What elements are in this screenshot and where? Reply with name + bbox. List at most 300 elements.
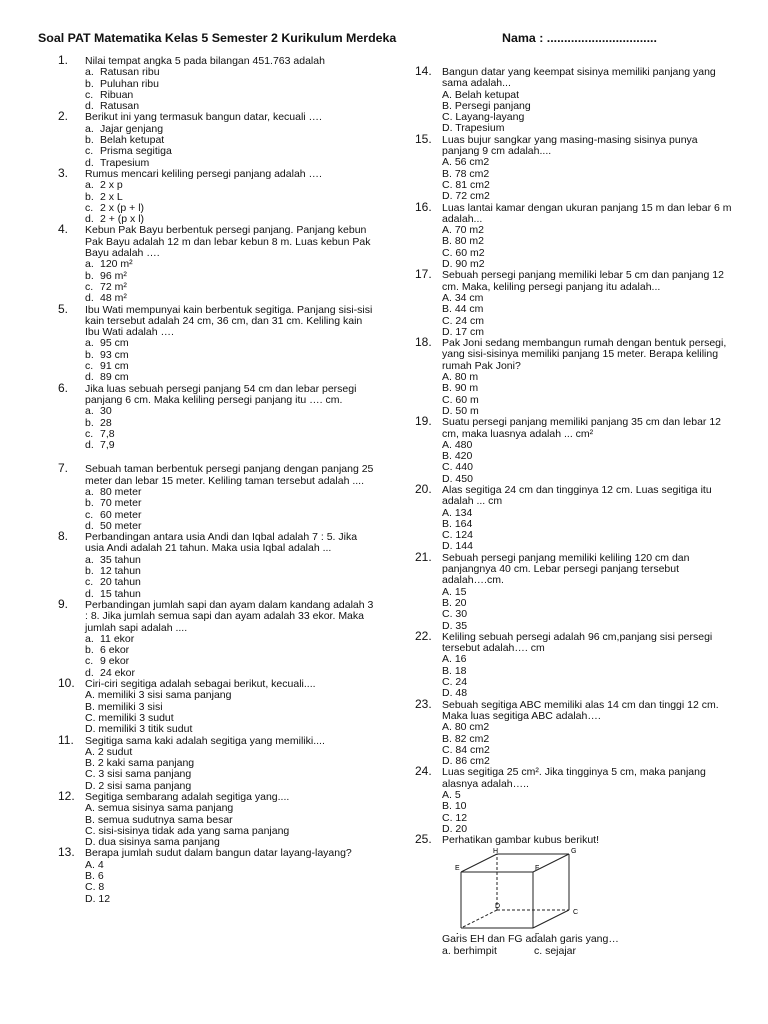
option-letter: a.	[85, 258, 94, 271]
option-text: A. 15	[442, 585, 467, 598]
option-text: A. 70 m2	[442, 224, 485, 237]
question-item	[58, 732, 376, 792]
answer-option	[442, 722, 733, 733]
answer-option	[442, 666, 733, 677]
option-letter: a.	[85, 66, 94, 79]
question-item	[415, 764, 733, 835]
cube-vertex-label: C	[573, 909, 579, 917]
question-number: 21.	[415, 549, 432, 564]
answer-option	[85, 67, 376, 78]
cube-edge	[461, 910, 497, 928]
question-text: Perbandingan antara usia Andi dan Iqbal adalah 7 : 5. Jika usia Andi adalah 21 tahun. Maka usia Iqbal adalah ...	[85, 531, 358, 555]
question-text: Sebuah persegi panjang memiliki keliling 120 cm dan panjangnya 40 cm. Lebar persegi panjang tersebut adalah….cm.	[442, 551, 690, 587]
answer-option	[442, 248, 733, 259]
answer-options	[85, 860, 376, 905]
option-text: D. 48	[442, 687, 468, 700]
option-text: D. 35	[442, 619, 468, 632]
option-text: A. 16	[442, 653, 467, 666]
answer-option	[85, 372, 376, 383]
question-text: Nilai tempat angka 5 pada bilangan 451.763 adalah	[85, 55, 325, 67]
option-text: 20 tahun	[100, 576, 141, 589]
answer-option	[442, 677, 733, 688]
option-letter: c.	[85, 508, 94, 521]
option-text: C. 3 sisi sama panjang	[85, 768, 192, 781]
answer-option	[85, 282, 376, 293]
option-text: Belah ketupat	[100, 134, 165, 147]
option-text: D. 90 m2	[442, 258, 485, 271]
cube-vertex-label: F	[535, 865, 540, 873]
option-letter: a.	[85, 632, 94, 645]
option-text: D. 86 cm2	[442, 755, 490, 768]
answer-option	[442, 383, 733, 394]
answer-option	[85, 690, 376, 701]
question-number: 23.	[415, 696, 432, 711]
question-text: Segitiga sama kaki adalah segitiga yang memiliki....	[85, 734, 325, 747]
option-letter: c.	[85, 576, 94, 589]
question-text: Sebuah persegi panjang memiliki lebar 5 cm dan panjang 12 cm. Maka, keliling persegi panjang itu adalah...	[442, 269, 724, 293]
question-item	[415, 131, 733, 203]
option-text: A. Belah ketupat	[442, 88, 520, 101]
question-number: 8.	[58, 529, 69, 544]
answer-option	[442, 236, 733, 247]
option-letter: b.	[85, 644, 94, 657]
option-text: Jajar genjang	[100, 122, 164, 135]
option-letter: c.	[85, 145, 94, 158]
option-text: 7,9	[100, 439, 115, 452]
option-text: Puluhan ribu	[100, 77, 159, 90]
cube-vertex-label: G	[571, 848, 577, 856]
option-text: A. 80 cm2	[442, 721, 490, 734]
question-item	[415, 64, 733, 135]
answer-option	[85, 577, 376, 588]
question-item	[58, 596, 376, 679]
page-title: Soal PAT Matematika Kelas 5 Semester 2 Kurikulum Merdeka	[38, 31, 397, 45]
option-letter: b.	[85, 565, 94, 578]
option-text: C. 124	[442, 529, 473, 542]
answer-option	[442, 688, 733, 699]
option-letter: c.	[85, 88, 94, 101]
answer-option	[442, 293, 733, 304]
option-letter: a.	[85, 405, 94, 418]
answer-option	[442, 790, 733, 801]
option-text: B. 44 cm	[442, 303, 484, 316]
option-text: 30	[100, 405, 112, 418]
right-question-column	[415, 64, 733, 957]
option-text: C. 8	[85, 881, 105, 894]
option-text: B. 20	[442, 596, 467, 609]
answer-option	[85, 860, 376, 871]
option-text: D. 12	[85, 892, 111, 905]
question-number: 15.	[415, 131, 432, 146]
question-number: 10.	[58, 676, 75, 691]
option-text: D. Trapesium	[442, 122, 505, 135]
option-text: Prisma segitiga	[100, 145, 172, 158]
option-letter: d.	[85, 666, 94, 679]
question-text: Luas lantai kamar dengan ukuran panjang 15 m dan lebar 6 m adalah...	[442, 201, 732, 225]
option-text: A. 80 m	[442, 371, 479, 384]
answer-option	[85, 146, 376, 157]
option-text: B. 2 kaki sama panjang	[85, 757, 195, 770]
answer-options	[442, 293, 733, 338]
question-text: Alas segitiga 24 cm dan tingginya 12 cm. Luas segitiga itu adalah ... cm	[442, 483, 712, 508]
option-text: B. 420	[442, 450, 473, 463]
answer-options	[85, 690, 376, 735]
answer-option	[442, 395, 733, 406]
cube-question-caption: Garis EH dan FG adalah garis yang…	[442, 933, 619, 946]
question-text: Keliling sebuah persegi adalah 96 cm,panjang sisi persegi tersebut adalah…. cm	[442, 630, 713, 655]
answer-options	[85, 803, 376, 848]
option-letter: d.	[85, 439, 94, 452]
answer-option	[85, 271, 376, 282]
question-text: Rumus mencari keliling persegi panjang adalah ….	[85, 167, 322, 180]
option-text: B. 18	[442, 664, 467, 677]
question-number: 14.	[415, 64, 432, 78]
question-item	[415, 481, 733, 553]
option-text: D. 72 cm2	[442, 190, 490, 203]
question-item	[58, 222, 376, 305]
answer-options	[85, 259, 376, 304]
answer-options	[85, 487, 376, 532]
answer-option	[85, 440, 376, 451]
option-letter: d.	[85, 213, 94, 226]
question-text: Jika luas sebuah persegi panjang 54 cm dan lebar persegi panjang 6 cm. Maka keliling persegi panjang itu …. cm.	[85, 382, 357, 406]
answer-option	[442, 157, 733, 168]
question-number: 5.	[58, 301, 69, 316]
cube-vertex-label: D	[495, 903, 501, 911]
option-letter: a.	[85, 553, 94, 566]
option-text: B. semua sudutnya sama besar	[85, 813, 233, 826]
question-number: 22.	[415, 628, 432, 643]
option-text: D. dua sisinya sama panjang	[85, 836, 220, 849]
option-letter: d.	[85, 371, 94, 384]
answer-options	[85, 124, 376, 169]
option-text: 28	[100, 416, 112, 429]
option-text: D. memiliki 3 titik sudut	[85, 723, 193, 736]
option-text: C. 24 cm	[442, 314, 485, 327]
option-letter: a.	[85, 337, 94, 350]
question-item	[58, 789, 376, 849]
answer-option	[85, 406, 376, 417]
answer-options	[85, 338, 376, 383]
question-number: 12.	[58, 789, 75, 803]
answer-option	[85, 259, 376, 270]
question-item	[58, 676, 376, 736]
option-text: 93 cm	[100, 348, 129, 361]
name-field-label: Nama : ................................	[502, 31, 657, 45]
option-text: 70 meter	[100, 497, 142, 510]
option-text: C. 12	[442, 811, 468, 824]
question-item	[415, 199, 733, 271]
option-letter: b.	[85, 497, 94, 510]
option-text: 89 cm	[100, 371, 129, 384]
option-text: B. 90 m	[442, 382, 479, 395]
answer-options	[85, 747, 376, 792]
option-letter: a.	[85, 485, 94, 498]
option-text: B. 164	[442, 517, 473, 530]
answer-option	[442, 304, 733, 315]
answer-options	[442, 225, 733, 270]
answer-option	[442, 372, 733, 383]
question-text: Berikut ini yang termasuk bangun datar, kecuali ….	[85, 111, 322, 124]
question-number: 19.	[415, 414, 432, 429]
question-text: Berapa jumlah sudut dalam bangun datar layang-layang?	[85, 847, 352, 860]
answer-option	[85, 724, 376, 735]
answer-options	[85, 406, 376, 451]
option-letter: b.	[85, 348, 94, 361]
question-item	[58, 529, 376, 600]
answer-options	[442, 722, 733, 767]
option-text: 6 ekor	[100, 644, 130, 657]
option-letter: b.	[85, 416, 94, 429]
option-letter: b.	[85, 134, 94, 147]
question-item	[58, 845, 376, 905]
option-letter: c.	[85, 280, 94, 293]
option-text: 12 tahun	[100, 565, 141, 578]
answer-option	[442, 598, 733, 609]
question-number: 2.	[58, 109, 69, 124]
option-letter: b.	[85, 269, 94, 282]
option-text: A. 56 cm2	[442, 156, 490, 169]
option-letter: c.	[85, 655, 94, 668]
option-text: D. 17 cm	[442, 325, 485, 338]
question-item	[58, 380, 376, 452]
option-text: C. 30	[442, 608, 468, 621]
option-letter: d.	[85, 292, 94, 305]
question-item	[415, 414, 733, 485]
answer-options	[442, 790, 733, 835]
answer-option	[442, 225, 733, 236]
question-text: Luas bujur sangkar yang masing-masing sisinya punya panjang 9 cm adalah....	[442, 133, 698, 158]
answer-option	[442, 654, 733, 665]
question-number: 16.	[415, 199, 432, 214]
question-item	[415, 696, 733, 768]
answer-option	[85, 293, 376, 304]
option-text: 96 m²	[100, 269, 127, 282]
answer-option	[442, 609, 733, 620]
answer-options	[415, 946, 733, 957]
answer-options	[85, 634, 376, 679]
question-text: Pak Joni sedang membangun rumah dengan bentuk persegi, yang sisi-sisinya memiliki panjang 15 meter. Berapa keliling rumah Pak Joni?	[442, 337, 727, 372]
option-text: C. 440	[442, 461, 473, 474]
option-text: 95 cm	[100, 337, 129, 350]
answer-option: a. berhimpit	[442, 944, 497, 957]
answer-option	[85, 180, 376, 191]
option-text: 2 + (p x l)	[100, 213, 145, 226]
answer-option	[442, 587, 733, 598]
answer-option	[442, 530, 733, 541]
question-item	[415, 549, 733, 632]
option-letter: d.	[85, 519, 94, 532]
answer-options	[442, 157, 733, 202]
option-text: A. 134	[442, 506, 473, 519]
option-letter: b.	[85, 77, 94, 90]
option-letter: c.	[85, 201, 94, 214]
option-text: C. 81 cm2	[442, 178, 490, 191]
option-text: 60 meter	[100, 508, 142, 521]
cube-vertex-label: H	[493, 848, 499, 856]
question-item	[415, 335, 733, 417]
answer-option	[442, 316, 733, 327]
question-number: 7.	[58, 461, 69, 476]
question-item	[58, 461, 376, 532]
question-text: Luas segitiga 25 cm². Jika tingginya 5 cm, maka panjang alasnya adalah…..	[442, 766, 706, 790]
answer-options	[442, 508, 733, 553]
option-text: B. Persegi panjang	[442, 99, 531, 112]
question-text: Sebuah taman berbentuk persegi panjang dengan panjang 25 meter dan lebar 15 meter. Keliling taman tersebut adalah ....	[85, 463, 374, 487]
cube-figure	[433, 848, 583, 934]
answer-options	[442, 90, 733, 135]
question-text: Segitiga sembarang adalah segitiga yang....	[85, 791, 290, 803]
option-text: C. 60 m	[442, 393, 479, 406]
question-text: Perbandingan jumlah sapi dan ayam dalam kandang adalah 3 : 8. Jika jumlah semua sapi dan ayam adalah 33 ekor. Maka jumlah sapi adalah ....	[85, 598, 374, 634]
option-letter: c.	[85, 360, 94, 373]
option-text: C. memiliki 3 sudut	[85, 711, 174, 724]
question-number: 11.	[58, 732, 74, 747]
option-text: C. sisi-sisinya tidak ada yang sama panjang	[85, 824, 290, 837]
question-item	[415, 628, 733, 700]
option-text: A. 4	[85, 858, 104, 871]
option-text: Ratusan ribu	[100, 66, 160, 79]
option-text: D. 50 m	[442, 404, 479, 417]
answer-options	[442, 372, 733, 417]
answer-options	[85, 67, 376, 112]
option-text: 24 ekor	[100, 666, 136, 679]
answer-option	[442, 508, 733, 519]
question-number: 24.	[415, 764, 432, 779]
option-text: 15 tahun	[100, 587, 141, 600]
option-text: C. 84 cm2	[442, 743, 490, 756]
question-text: Perhatikan gambar kubus berikut!	[442, 834, 600, 847]
option-text: A. 5	[442, 789, 461, 801]
question-item	[58, 109, 376, 169]
option-text: 48 m²	[100, 292, 127, 305]
cube-edge	[533, 910, 569, 928]
question-text: Kebun Pak Bayu berbentuk persegi panjang. Panjang kebun Pak Bayu adalah 12 m dan lebar kebun 8 m. Luas kebun Pak Bayu adalah ….	[85, 224, 371, 260]
option-text: 2 x p	[100, 179, 123, 192]
question-item	[58, 53, 376, 113]
question-text: Ciri-ciri segitiga adalah sebagai berikut, kecuali....	[85, 678, 316, 691]
cube-vertex-label	[455, 933, 460, 934]
answer-option	[85, 769, 376, 780]
question-number: 18.	[415, 335, 432, 350]
option-letter: d.	[85, 100, 94, 113]
answer-options	[442, 440, 733, 485]
cube-edge	[461, 854, 497, 872]
option-text: D. 20	[442, 822, 468, 835]
answer-option	[442, 813, 733, 824]
option-text: 50 meter	[100, 519, 142, 532]
option-text: B. memiliki 3 sisi	[85, 700, 163, 713]
question-number: 9.	[58, 596, 69, 611]
answer-option	[442, 801, 733, 812]
answer-option	[85, 803, 376, 814]
question-number: 17.	[415, 267, 432, 282]
answer-option	[442, 191, 733, 202]
question-text: Ibu Wati mempunyai kain berbentuk segitiga. Panjang sisi-sisi kain tersebut adalah 24 cm, 36 cm, dan 31 cm. Keliling kain Ibu Wati adalah ….	[85, 303, 373, 339]
answer-options	[85, 180, 376, 225]
answer-option	[442, 440, 733, 451]
answer-option	[85, 871, 376, 882]
option-text: Trapesium	[100, 156, 150, 169]
question-number: 6.	[58, 380, 69, 395]
cube-vertex-label: E	[455, 865, 460, 873]
option-text: 11 ekor	[100, 632, 135, 645]
option-text: A. memiliki 3 sisi sama panjang	[85, 689, 232, 702]
option-text: 72 m²	[100, 280, 127, 293]
option-letter: d.	[85, 587, 94, 600]
question-text: Suatu persegi panjang memiliki panjang 35 cm dan lebar 12 cm, maka luasnya adalah ... cm²	[442, 416, 722, 440]
option-letter: a.	[85, 179, 94, 192]
option-text: A. 480	[442, 438, 473, 451]
answer-option	[85, 882, 376, 893]
answer-option	[85, 894, 376, 905]
answer-option	[442, 519, 733, 530]
option-letter: b.	[85, 190, 94, 203]
option-text: A. 2 sudut	[85, 745, 133, 758]
option-text: C. Layang-layang	[442, 111, 525, 124]
question-number: 25.	[415, 832, 432, 847]
question-number: 4.	[58, 222, 69, 237]
option-text: B. 82 cm2	[442, 732, 490, 745]
option-text: D. 144	[442, 540, 473, 553]
option-text: B. 78 cm2	[442, 167, 490, 180]
option-letter: c.	[85, 427, 94, 440]
option-text: B. 6	[85, 870, 104, 883]
option-text: D. 450	[442, 472, 473, 485]
cube-drawing	[433, 848, 583, 934]
answer-option	[85, 429, 376, 440]
option-text: Ribuan	[100, 88, 134, 101]
option-text: A. 34 cm	[442, 291, 484, 304]
left-question-column	[58, 53, 376, 905]
question-text: Bangun datar yang keempat sisinya memiliki panjang yang sama adalah...	[442, 66, 716, 90]
question-number: 3.	[58, 165, 69, 180]
answer-options	[442, 587, 733, 632]
option-text: 2 x (p + l)	[100, 201, 145, 214]
question-item	[415, 267, 733, 338]
option-text: 2 x L	[100, 190, 123, 203]
option-text: Ratusan	[100, 100, 140, 113]
option-letter: d.	[85, 156, 94, 169]
answer-options	[85, 555, 376, 600]
option-letter: a.	[85, 122, 94, 135]
answer-option	[85, 418, 376, 429]
question-text: Sebuah segitiga ABC memiliki alas 14 cm dan tinggi 12 cm. Maka luas segitiga ABC adalah….	[442, 698, 719, 722]
answer-option	[442, 462, 733, 473]
question-item	[58, 165, 376, 226]
question-number: 1.	[58, 53, 69, 67]
option-text: C. 24	[442, 676, 468, 689]
answer-options	[442, 654, 733, 699]
option-text: C. 60 m2	[442, 246, 485, 259]
question-number: 20.	[415, 481, 432, 496]
answer-option: c. sejajar	[534, 944, 577, 957]
option-text: 80 meter	[100, 485, 142, 498]
cube-vertex-label	[535, 933, 540, 934]
answer-option	[85, 498, 376, 509]
answer-option	[442, 451, 733, 462]
option-text: 9 ekor	[100, 655, 130, 668]
option-text: D. 2 sisi sama panjang	[85, 779, 192, 792]
option-text: 35 tahun	[100, 553, 141, 566]
question-number: 13.	[58, 845, 75, 860]
option-text: B. 10	[442, 800, 467, 813]
question-item	[415, 832, 733, 847]
option-text: 7,8	[100, 427, 115, 440]
option-text: B. 80 m2	[442, 235, 485, 248]
option-text: 120 m²	[100, 258, 133, 271]
question-item	[58, 301, 376, 384]
